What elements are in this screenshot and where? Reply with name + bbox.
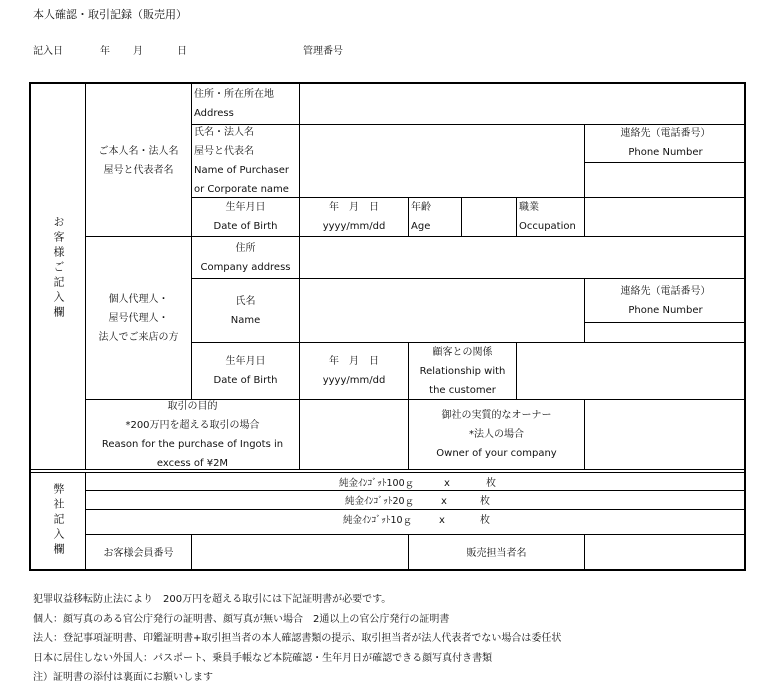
purchaser-dob-field[interactable]: 年 月 日 yyyy/mm/dd (322, 201, 386, 232)
purchaser-dob-label: 生年月日 Date of Birth (213, 201, 278, 232)
agent-row-label: 個人代理人・ 屋号代理人・ 法人でご来店の方 (98, 293, 179, 343)
customer-section-label: お客様ご記入欄 (52, 216, 65, 321)
agent-dob-field[interactable]: 年 月 日 yyyy/mm/dd (322, 356, 386, 386)
ingot-10g-label: 純金ｲﾝｺﾞｯﾄ10ｇ (343, 515, 413, 526)
purpose-field[interactable] (300, 400, 408, 469)
purchaser-name-label: 氏名・法人名 屋号と代表名 Name of Purchaser or Corporate name (194, 126, 290, 195)
note-line: 個人：顔写真のある官公庁発行の証明書、顔写真が無い場合 2通以上の官公庁発行の証明書 (33, 613, 450, 625)
company-section-label: 弊社記入欄 (52, 483, 65, 558)
agent-phone-field[interactable] (585, 323, 746, 342)
sales-staff-label: 販売担当者名 (466, 547, 527, 559)
note-line: 注）証明書の添付は裏面にお願いします (33, 672, 213, 683)
purchaser-address-field[interactable] (300, 84, 746, 124)
ingot-100g-x: x (444, 478, 450, 489)
purchaser-name-field[interactable] (300, 124, 584, 197)
note-line: 日本に居住しない外国人：パスポート、乗員手帳など本院確認・生年月日が確認できる顔写真付き書類 (33, 652, 493, 664)
note-line: 法人：登記事項証明書、印鑑証明書+取引担当者の本人確認書類の提示、取引担当者が法人代表者でない場合は委任状 (33, 633, 562, 644)
ingot-10g-x: x (439, 515, 445, 526)
owner-field[interactable] (585, 400, 746, 469)
day-label: 日 (177, 46, 187, 57)
entry-date-label: 記入日 (33, 46, 63, 57)
document-title: 本人確認・取引記録（販売用） (33, 8, 187, 21)
agent-name-label: 氏名 Name (230, 295, 261, 326)
ingot-20g-unit: 枚 (480, 496, 490, 507)
agent-address-field[interactable] (300, 237, 746, 278)
agent-address-label: 住所 Company address (200, 242, 291, 273)
owner-label: 御社の実質的なオーナー *法人の場合 Owner of your company (436, 410, 557, 459)
ingot-10g-unit: 枚 (480, 515, 490, 526)
ingot-20g-label: 純金ｲﾝｺﾞｯﾄ20ｇ (345, 496, 415, 507)
record-form (29, 82, 746, 571)
purchaser-age-field[interactable] (462, 197, 516, 236)
note-line: 犯罪収益移転防止法により 200万円を超える取引には下記証明書が必要です。 (33, 594, 392, 605)
ingot-20g-x: x (441, 496, 447, 507)
purchaser-age-label: 年齢 Age (411, 201, 431, 232)
purpose-label: 取引の目的 *200万円を超える取引の場合 Reason for the purchase of Ingots in excess of ¥2M (101, 400, 284, 469)
agent-dob-label: 生年月日 Date of Birth (213, 356, 278, 386)
ingot-100g-unit: 枚 (486, 478, 496, 489)
notes (33, 590, 561, 688)
purchaser-address-label: 住所・所在所在地 Address (194, 89, 274, 119)
ingot-100g-label: 純金ｲﾝｺﾞｯﾄ100ｇ (339, 478, 415, 489)
sales-staff-field[interactable] (585, 535, 746, 571)
agent-relationship-label: 顧客との関係 Relationship with the customer (419, 346, 506, 396)
member-number-field[interactable] (192, 535, 408, 571)
member-number-label: お客様会員番号 (103, 547, 174, 559)
purchaser-phone-label: 連絡先（電話番号） Phone Number (620, 128, 711, 158)
agent-relationship-field[interactable] (517, 343, 746, 399)
purchaser-row-label: ご本人名・法人名 屋号と代表者名 (98, 145, 179, 176)
agent-name-field[interactable] (300, 279, 584, 342)
purchaser-occupation-field[interactable] (585, 197, 746, 236)
month-label: 月 (133, 46, 143, 57)
management-number-label: 管理番号 (303, 46, 343, 57)
year-label: 年 (100, 46, 110, 57)
purchaser-occupation-label: 職業 Occupation (519, 201, 576, 232)
agent-phone-label: 連絡先（電話番号） Phone Number (620, 285, 711, 316)
purchaser-phone-field[interactable] (585, 163, 746, 197)
